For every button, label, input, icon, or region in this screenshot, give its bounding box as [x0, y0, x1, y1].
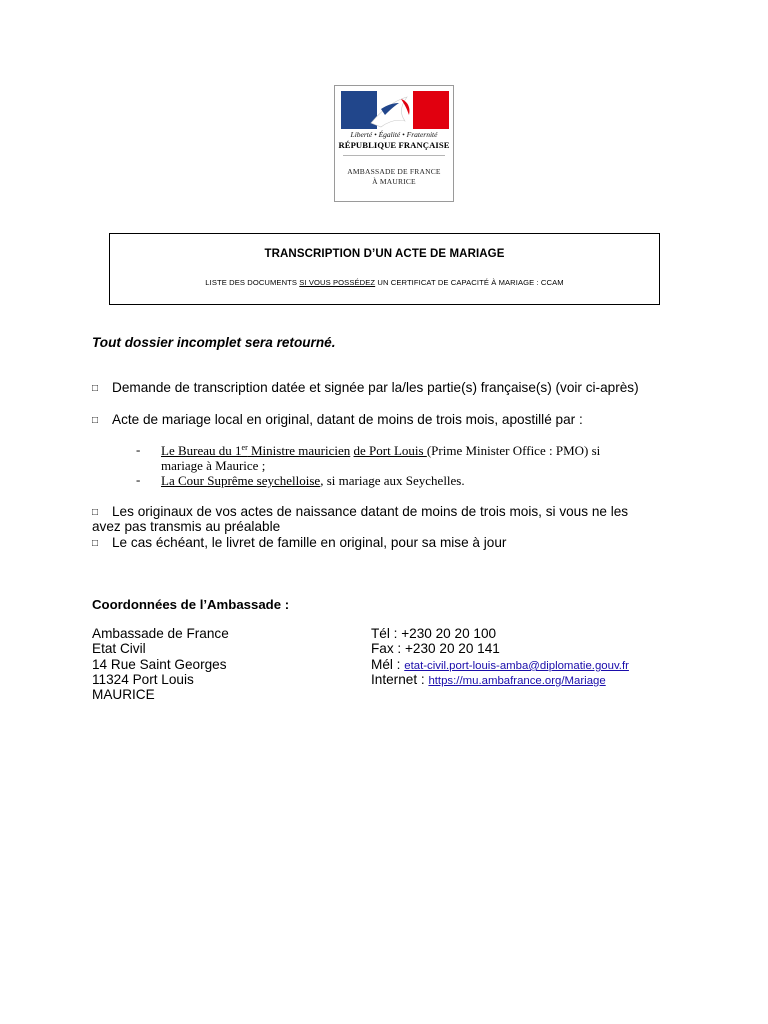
address-line-5: MAURICE — [92, 687, 155, 702]
checkbox-bullet-icon: □ — [92, 507, 99, 518]
ministre-label: Ministre mauricien — [247, 443, 351, 458]
subtitle-underlined: SI VOUS POSSÉDEZ — [299, 278, 376, 287]
contact-tel: Tél : +230 20 20 100 — [371, 626, 497, 641]
sublist-item-cour-supreme — [161, 473, 465, 489]
address-line-4: 11324 Port Louis — [92, 672, 194, 687]
subtitle-before: LISTE DES DOCUMENTS — [205, 278, 300, 287]
superscript-er: er — [241, 443, 248, 452]
list-item-birth-acts-line2: avez pas transmis au préalable — [92, 519, 281, 534]
list-item-marriage-act — [92, 412, 583, 427]
list-item-birth-acts — [92, 504, 628, 519]
contact-mel — [371, 657, 629, 672]
list-item-text: Acte de mariage local en original, datant de moins de trois mois, apostillé par : — [112, 412, 583, 427]
checkbox-bullet-icon: □ — [92, 383, 99, 394]
list-item-text: Demande de transcription datée et signée par la/les partie(s) française(s) (voir ci-après) — [112, 380, 639, 395]
list-item-request — [92, 380, 639, 395]
email-link[interactable]: etat-civil.port-louis-amba@diplomatie.gouv.fr — [404, 660, 629, 672]
address-line-3: 14 Rue Saint Georges — [92, 657, 227, 672]
internet-label: Internet : — [371, 672, 429, 687]
list-item-text: Les originaux de vos actes de naissance datant de moins de trois mois, si vous ne les — [112, 504, 629, 519]
mel-label: Mél : — [371, 657, 405, 672]
sublist-item-bureau-line2: mariage à Maurice ; — [161, 458, 266, 473]
website-link[interactable]: https://mu.ambafrance.org/Mariage — [428, 675, 606, 687]
checkbox-bullet-icon: □ — [92, 415, 99, 426]
subtitle-after: UN CERTIFICAT DE CAPACITÉ À MARIAGE : CCAM — [375, 278, 564, 287]
list-item-text: Le cas échéant, le livret de famille en original, pour sa mise à jour — [112, 535, 507, 550]
checkbox-bullet-icon: □ — [92, 538, 99, 549]
marianne-flag-icon — [341, 91, 449, 129]
cour-supreme-label: La Cour Suprême seychelloise — [161, 473, 321, 488]
address-line-1: Ambassade de France — [92, 626, 229, 641]
port-louis-label: de Port Louis — [353, 443, 427, 458]
contact-internet — [371, 672, 606, 687]
document-subtitle — [110, 278, 659, 287]
logo-ambassade-line2: À MAURICE — [372, 177, 416, 186]
bureau-text — [161, 443, 350, 458]
logo-ambassade-line1: AMBASSADE DE FRANCE — [347, 167, 441, 176]
seychelles-label: , si mariage aux Seychelles. — [320, 473, 465, 488]
republique-francaise-logo — [334, 85, 454, 202]
document-title: TRANSCRIPTION D’UN ACTE DE MARIAGE — [264, 248, 505, 260]
address-line-2: Etat Civil — [92, 641, 146, 656]
logo-motto: Liberté • Égalité • Fraternité — [350, 130, 438, 139]
logo-divider — [343, 155, 445, 156]
logo-republique-francaise: RÉPUBLIQUE FRANÇAISE — [338, 140, 450, 150]
incomplete-file-warning: Tout dossier incomplet sera retourné. — [92, 335, 336, 350]
sublist-dash: - — [136, 442, 141, 457]
list-item-livret-famille — [92, 535, 506, 550]
sublist-dash: - — [136, 472, 141, 487]
contact-fax: Fax : +230 20 20 141 — [371, 641, 500, 656]
title-box — [109, 233, 660, 305]
pmo-label: (Prime Minister Office : PMO) si — [426, 443, 601, 458]
coordonnees-heading: Coordonnées de l’Ambassade : — [92, 597, 290, 612]
sublist-item-bureau — [161, 443, 600, 459]
bureau-label: Le Bureau du 1 — [161, 443, 242, 458]
